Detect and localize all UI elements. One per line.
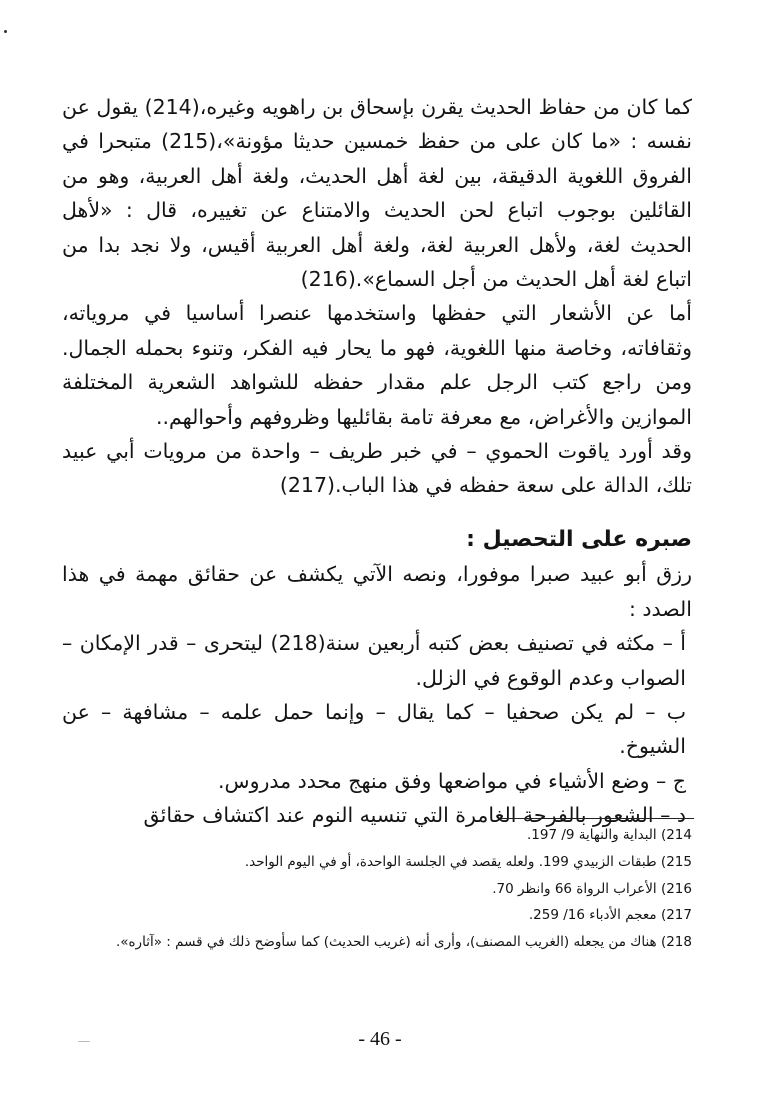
paragraph-3: وقد أورد ياقوت الحموي – في خبر طريف – واحدة من مرويات أبي عبيد تلك، الدالة على سعة حفظه في هذا الباب.(217) xyxy=(62,439,692,498)
footnote-215: 215) طبقات الزبيدي 199. ولعله يقصد في الجلسة الواحدة، أو في اليوم الواحد. xyxy=(244,853,692,870)
footnote-218: 218) هناك من يجعله (الغريب المصنف)، وأرى أنه (غريب الحديث) كما سأوضح ذلك في قسم : «آثاره». xyxy=(115,934,692,951)
list-item-d: د – الشعور بالفرحة الغامرة التي تنسيه النوم عند اكتشاف حقائق xyxy=(143,803,686,828)
scan-speck xyxy=(4,30,7,33)
footnotes xyxy=(62,822,692,953)
footnote-216: 216) الأعراب الرواة 66 وانظر 70. xyxy=(492,880,692,897)
list-item-a: أ – مكثه في تصنيف بعض كتبه أربعين سنة(218) ليتحرى – قدر الإمكان – الصواب وعدم الوقوع في الزلل. xyxy=(62,631,686,690)
list-item-b: ب – لم يكن صحفيا – كما يقال – وإنما حمل علمه – مشافهة – عن الشيوخ. xyxy=(62,699,686,759)
paragraph-4: رزق أبو عبيد صبرا موفورا، ونصه الآتي يكشف عن حقائق مهمة في هذا الصدد : xyxy=(62,562,692,621)
scan-mark xyxy=(78,1041,90,1042)
page-number: - 46 - xyxy=(358,1028,402,1050)
section-heading: صبره على التحصيل : xyxy=(466,526,692,552)
list-item-c: ج – وضع الأشياء في مواضعها وفق منهج محدد مدروس. xyxy=(218,768,686,793)
paragraph-2: أما عن الأشعار التي حفظها واستخدمها عنصرا أساسيا في مروياته، وثقافاته، وخاصة منها اللغوية، فهو ما يحار فيه الفكر، وتنوء بحمله الجمال. ومن راجع كتب الرجل علم مقدار حفظه للشواهد الشعرية المختلفة الموازين والأغراض، مع معرفة تامة بقائليها وظروفهم وأحوالهم.. xyxy=(62,301,692,429)
footnote-217: 217) معجم الأدباء 16/ 259. xyxy=(528,907,692,924)
paragraph-1: كما كان من حفاظ الحديث يقرن بإسحاق بن راهويه وغيره،(214) يقول عن نفسه : «ما كان على من حفظ خمسين حديثا مؤونة»،(215) متبحرا في الفروق اللغوية الدقيقة، بين لغة أهل الحديث، ولغة أهل العربية، وهو من القائلين بوجوب اتباع لحن الحديث والامتناع عن تغييره، قال : «لأهل الحديث لغة، ولأهل العربية لغة، ولغة أهل العربية أقيس، ولا نجد بدا من اتباع لغة أهل الحديث من أجل السماع».(216) xyxy=(62,95,692,292)
main-text xyxy=(62,90,692,833)
footnote-214: 214) البداية والنهاية 9/ 197. xyxy=(527,827,692,843)
footnote-separator xyxy=(500,818,694,819)
